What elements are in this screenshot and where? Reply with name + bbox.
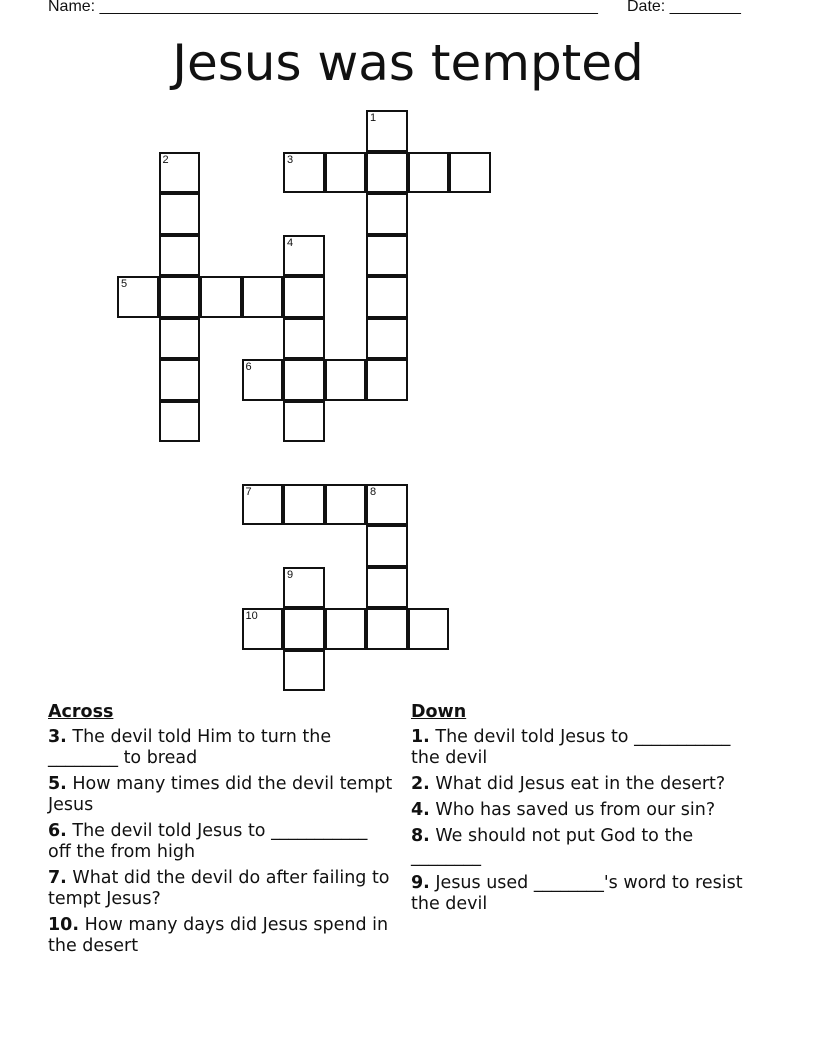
clue-across-7 — [48, 868, 393, 910]
crossword-cell[interactable] — [159, 235, 201, 277]
date-field-line[interactable]: Date: ________ — [627, 0, 741, 15]
crossword-cell[interactable] — [200, 276, 242, 318]
clue-text: Jesus used ________'s word to resist the devil — [411, 873, 743, 914]
clue-number: 10. — [48, 915, 80, 935]
clue-down-8 — [411, 826, 756, 868]
crossword-cell[interactable] — [283, 318, 325, 360]
crossword-cell[interactable] — [366, 193, 408, 235]
crossword-cell[interactable] — [366, 359, 408, 401]
cell-number: 2 — [162, 153, 169, 166]
clue-down-1 — [411, 727, 756, 769]
crossword-cell[interactable] — [366, 276, 408, 318]
crossword-cell[interactable] — [159, 193, 201, 235]
crossword-cell[interactable] — [283, 152, 325, 194]
cell-number: 6 — [245, 361, 252, 373]
crossword-cell[interactable] — [117, 276, 159, 318]
crossword-cell[interactable] — [159, 276, 201, 318]
crossword-cell[interactable] — [159, 401, 201, 443]
crossword-cell[interactable] — [366, 567, 408, 609]
crossword-cell[interactable] — [325, 484, 367, 526]
crossword-cell[interactable] — [283, 235, 325, 277]
crossword-cell[interactable] — [325, 608, 367, 650]
clue-text: How many days did Jesus spend in the desert — [48, 915, 389, 956]
clue-number: 7. — [48, 868, 67, 888]
crossword-cell[interactable] — [283, 484, 325, 526]
clue-number: 9. — [411, 873, 430, 893]
crossword-cell[interactable] — [242, 608, 284, 650]
clue-text: What did Jesus eat in the desert? — [429, 774, 726, 794]
cell-number: 1 — [370, 112, 377, 124]
crossword-cell[interactable] — [159, 359, 201, 401]
crossword-cell[interactable] — [366, 110, 408, 152]
crossword-cell[interactable] — [325, 359, 367, 401]
crossword-cell[interactable] — [159, 318, 201, 360]
page-title: Jesus was tempted — [172, 34, 644, 92]
clue-across-3 — [48, 727, 393, 769]
crossword-cell[interactable] — [283, 359, 325, 401]
crossword-cell[interactable] — [242, 276, 284, 318]
clue-number: 4. — [411, 800, 430, 820]
clue-text: How many times did the devil tempt Jesus — [48, 774, 393, 815]
cell-number: 4 — [287, 236, 294, 249]
crossword-cell[interactable] — [408, 608, 450, 650]
crossword-cell[interactable] — [366, 525, 408, 567]
cell-number: 10 — [245, 610, 258, 622]
down-clues — [411, 702, 756, 920]
clue-number: 5. — [48, 774, 67, 794]
cell-number: 9 — [287, 568, 294, 581]
clue-text: The devil told Jesus to ___________ off the from high — [48, 821, 368, 862]
clue-text: The devil told Him to turn the ________ to bread — [48, 727, 332, 768]
crossword-cell[interactable] — [449, 152, 491, 194]
clue-across-10 — [48, 915, 393, 957]
clue-across-6 — [48, 821, 393, 863]
cell-number: 8 — [370, 485, 377, 498]
crossword-cell[interactable] — [325, 152, 367, 194]
crossword-cell[interactable] — [283, 401, 325, 443]
crossword-cell[interactable] — [366, 608, 408, 650]
cell-number: 5 — [121, 278, 128, 290]
crossword-cell[interactable] — [283, 650, 325, 692]
crossword-cell[interactable] — [242, 484, 284, 526]
clue-text: What did the devil do after failing to tempt Jesus? — [48, 868, 390, 909]
crossword-cell[interactable] — [159, 152, 201, 194]
clue-number: 6. — [48, 821, 67, 841]
clue-down-9 — [411, 873, 756, 915]
crossword-cell[interactable] — [366, 484, 408, 526]
crossword-cell[interactable] — [408, 152, 450, 194]
clue-across-5 — [48, 774, 393, 816]
crossword-cell[interactable] — [366, 318, 408, 360]
clue-number: 1. — [411, 727, 430, 747]
clue-number: 3. — [48, 727, 67, 747]
across-heading: Across — [48, 702, 114, 722]
crossword-cell[interactable] — [283, 567, 325, 609]
clue-down-2 — [411, 774, 756, 795]
clue-number: 8. — [411, 826, 430, 846]
name-field-line[interactable]: Name: ________________________________________________________ — [48, 0, 598, 15]
crossword-cell[interactable] — [366, 235, 408, 277]
clue-number: 2. — [411, 774, 430, 794]
clue-down-4 — [411, 800, 756, 821]
crossword-cell[interactable] — [366, 152, 408, 194]
cell-number: 7 — [245, 485, 252, 498]
across-clues — [48, 702, 393, 962]
clue-text: The devil told Jesus to ___________ the devil — [411, 727, 731, 768]
crossword-cell[interactable] — [283, 608, 325, 650]
crossword-cell[interactable] — [242, 359, 284, 401]
cell-number: 3 — [287, 153, 294, 166]
down-heading: Down — [411, 702, 467, 722]
crossword-cell[interactable] — [283, 276, 325, 318]
clue-text: We should not put God to the ________ — [411, 826, 694, 867]
clue-text: Who has saved us from our sin? — [429, 800, 716, 820]
